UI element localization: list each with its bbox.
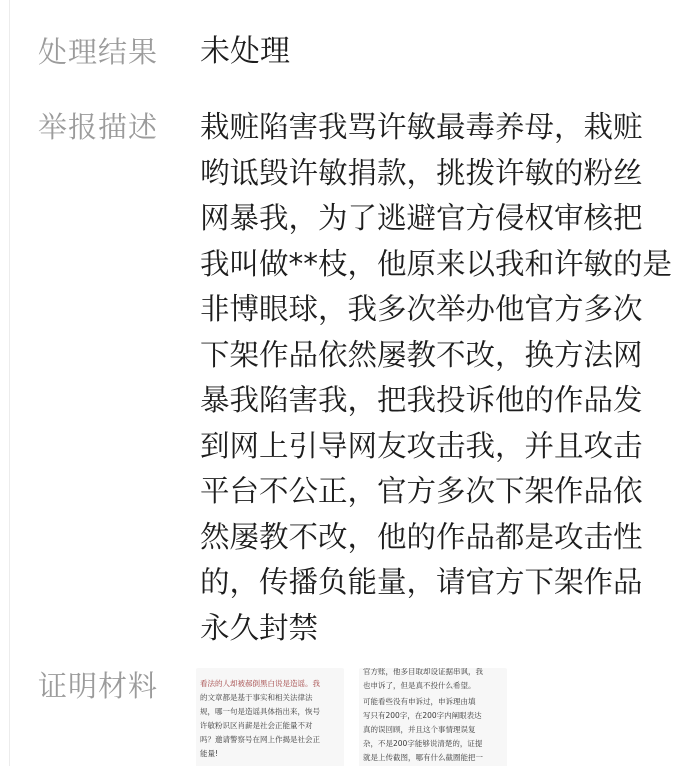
- description-line: 网暴我，为了逃避官方侵权审核把: [200, 201, 643, 235]
- description-line: 的，传播负能量，请官方下架作品: [200, 565, 643, 599]
- evidence-image-text: 真的误回顾，并且这个事情理误复: [363, 725, 476, 734]
- description-line: 平台不公正，官方多次下架作品依: [200, 474, 643, 508]
- description-line: 我叫做**枝，他原来以我和许敏的是: [200, 246, 673, 281]
- left-border: [9, 0, 10, 766]
- evidence-image-text: 吗？邀请警察号在网上作揭是社会正: [200, 735, 320, 744]
- evidence-image-text: 看法的人却被郝倒黑白说是造谣。我: [200, 679, 320, 688]
- description-line: 然屡教不改，他的作品都是攻击性: [200, 519, 643, 554]
- evidence-image-text: 杂，不是200字能够说清楚的，证提: [363, 739, 483, 748]
- evidence-image-text: 写只有200字，在200字内阐眼表达: [363, 711, 482, 720]
- description-line: 到网上引导网友攻击我，并且攻击: [200, 428, 643, 463]
- evidence-image-text: 能量!: [200, 749, 219, 758]
- evidence-label: 证明材料: [38, 669, 159, 703]
- description-label: 举报描述: [38, 110, 159, 144]
- evidence-image-text: 也申诉了，但是真不投什么希望。: [363, 681, 476, 690]
- status-label: 处理结果: [38, 35, 159, 69]
- evidence-image-text: 许敏粉识区肖薪是社会正能量不对: [200, 721, 313, 730]
- evidence-image-1[interactable]: [196, 668, 344, 766]
- evidence-image-text: 的文章都是基于事实和相关法律法: [200, 693, 313, 702]
- description-line: 栽赃陷害我骂许敏最毒养母，栽赃: [200, 110, 643, 144]
- description-line: 下架作品依然屡教不改，换方法网: [200, 337, 643, 372]
- evidence-image-text: 可能看些没有申诉过，申诉理由填: [363, 697, 476, 706]
- evidence-image-text: 就是上传截图，哪有什么截圈能把一: [363, 753, 483, 762]
- evidence-image-text: 官方账，他多目取却设证据串讽，我: [363, 668, 483, 676]
- description-line: 永久封禁: [200, 610, 319, 645]
- status-value: 未处理: [200, 34, 290, 69]
- description-line: 哟诋毁许敏捐款，挑拨许敏的粉丝: [200, 155, 643, 190]
- description-text: [200, 109, 673, 655]
- evidence-image-2[interactable]: [359, 668, 507, 766]
- evidence-image-text: 规，哪一句是造谣具体指出来，恢号: [200, 707, 320, 716]
- description-line: 暴我陷害我，把我投诉他的作品发: [200, 383, 643, 417]
- description-line: 非博眼球，我多次举办他官方多次: [200, 292, 643, 326]
